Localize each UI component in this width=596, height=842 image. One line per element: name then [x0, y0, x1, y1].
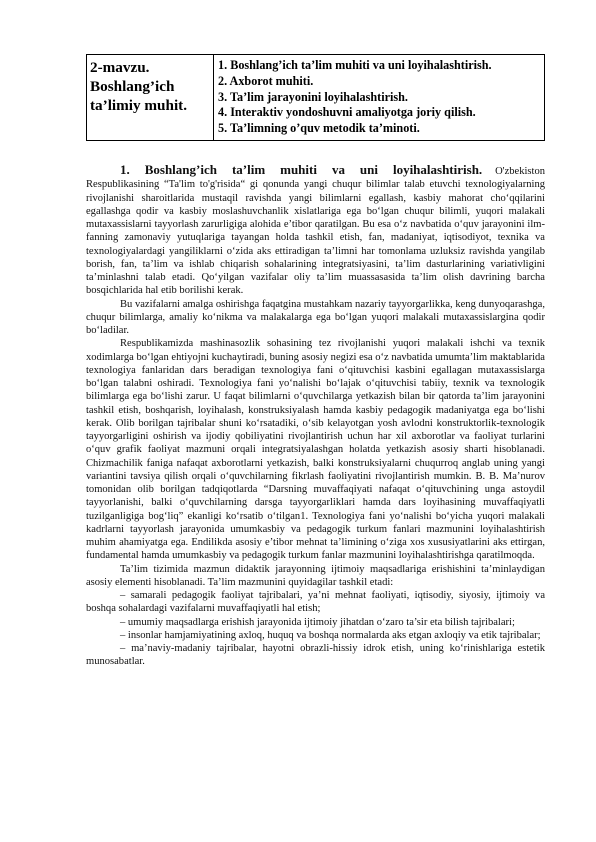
topic-number: 2-mavzu. [90, 59, 150, 76]
topic-table [86, 54, 545, 141]
plan-item-2: 2. Axborot muhiti. [218, 73, 314, 88]
paragraph: Ta’lim tizimida mazmun didaktik jarayonning ijtimoiy maqsadlariga erishishini ta’minlaydigan asosiy elementi hisoblanadi. Ta’lim mazmunini quyidagilar tashkil etadi: [86, 563, 545, 588]
topic-title-line-1: Boshlang’ich [90, 78, 175, 95]
plan-item-3: 3. Ta’lim jarayonini loyihalashtirish. [218, 89, 408, 104]
list-item: – insonlar hamjamiyatining axloq, huquq va boshqa normalarda aks etgan axloqiy va etik tajribalar; [120, 629, 541, 641]
topic-title-cell [87, 55, 214, 141]
document-body [86, 163, 545, 669]
list-item: – samarali pedagogik faoliyat tajribalari, ya’ni mehnat faoliyati, iqtisodiy, siyosiy, ijtimoiy va boshqa sohalardagi vazifalarni muvaffaqiyatli hal etish; [86, 590, 545, 615]
topic-title-line-2: ta’limiy muhit. [90, 97, 188, 114]
plan-item-5: 5. Ta’limning o’quv metodik ta’minoti. [218, 121, 420, 136]
paragraph: Respublikamizda mashinasozlik sohasining tez rivojlanishi yuqori malakali ishchi va texnik xodimlarga bo‘lgan ehtiyojni kuchaytiradi, buning asosiy negizi esa o‘z navbatida umumta’lim maktablarida texnologiya fanlaridan dars beradigan texnologiya fani o‘qituvchisi kasbini egallagan mutaxassislarga bo‘lgan talabni oshiradi. Texnologiya fani yo‘nalishi bo‘lajak o‘qituvchisi tabiiy, texnik va texnologik bilimlarga ega bo‘lishi zarur. U faqat bilimlarni o‘quvchilarga yetkazish bilan bir qatorda ta’lim jarayonini tashkil etish, boshqarish, loyihalash, konstruksiyalash hamda kasbiy pedagogik madaniyatga ega bo‘lishi kerak. Olib borilgan tajribalar shuni ko‘rsatadiki, o‘sib kelayotgan yosh avlodni konstruktorlik-texnologik tayyorgarligini oshirish va ijodiy qobiliyatini rivojlantirish uchun har xil axborotlar va faoliyat turlarini o‘quv grafik faoliyat mazmuni orqali integratsiyalashgan holatda yetkazish asosiy sharti hisoblanadi. Chizmachilik faniga nafaqat axborotlarni yetkazish, balki konstruksiyalarni chuqurroq anglab uning yangi variantini tavsiya qilish orqali o‘quvchilarning fikrlash faoliyatini rivojlantirish mumkin. B. B. Ma’nurov tomonidan olib borilgan tadqiqotlarda “Darsning muvaffaqiyati nafaqat o‘qituvchining unga astoydil tayyorlanishi, balki o‘quvchilarning darsga tayyorgarliklari hamda dars loyihasining muvaffaqiyatli tuzilganligiga bog‘liq” ekanligi ko‘rsatib o‘tilgan1. Texnologiya fani yo‘nalishi bo‘yicha yuqori malakali kadrlarni tayyorlash jarayonida umumkasbiy va pedagogik turkum fanlari mazmunini loyihalashtirish muhim ahamiyatga ega. Endilikda asosiy e’tibor mehnat ta’limining o‘ziga xos xususiyatlarini aks ettirgan, fundamental hamda umumkasbiy va pedagogik turkum fanlar mazmunini loyihalashtirishga qaratilmoqda. [86, 338, 545, 562]
list-item: – umumiy maqsadlarga erishish jarayonida ijtimoiy jihatdan o‘zaro ta’sir eta bilish tajribalari; [120, 616, 515, 628]
paragraph-intro-text: O'zbekiston Respublikasining “Ta'lim to'g'risida“ gi qonunda yangi chuqur bilimlar talab etuvchi texnologiyalarning rivojlanishi sharoitlarida mustaqil ravishda yangi bilimlarni egallash, kasbiy mahorat cho‘qqilarini egallashga qodir va kasbiy moslashuvchanlik xislatlariga ega bo‘lgan chuqur bilimli, yuqori malakali mutaxassislarni tayyorlash zarurligiga alohida e’tibor qaratilgan. Bu esa o‘z navbatida o‘quv jarayonini ilm-fanning zamonaviy yutuqlariga tayangan holda tashkil etish, fan, madaniyat, iqtisodiyot, texnika va texnologiyalardagi yangiliklarni o‘zida aks ettiradigan ta’limni har tomonlama uzluksiz ravishda yangilab borish, fan, ta’lim va ishlab chiqarish sohalarining integratsiyasini, ta’lim dasturlarining variativligini ta’minlashni talab etadi. Qo‘yilgan vazifalar oliy ta’lim muassasasida ta’lim olish davrining barcha bosqichlarida hal etib borilishi kerak. [86, 166, 546, 297]
plan-item-1: 1. Boshlang’ich ta’lim muhiti va uni loyihalashtirish. [218, 58, 492, 72]
paragraph-intro [86, 163, 545, 298]
topic-plan-cell [214, 55, 545, 141]
list-item: – ma’naviy-madaniy tajribalar, hayotni obrazli-hissiy idrok etish, uning ko‘rinishlariga estetik munosabatlar. [86, 643, 545, 668]
paragraph: Bu vazifalarni amalga oshirishga faqatgina mustahkam nazariy tayyorgarlikka, keng dunyoqarashga, chuqur bilimlarga, amaliy ko‘nikma va malakalarga ega bo‘lgan yuqori malakali mutaxassislargina qodir bo‘ladilar. [86, 298, 545, 336]
plan-item-4: 4. Interaktiv yondoshuvni amaliyotga joriy qilish. [218, 105, 476, 120]
section-heading: 1. Boshlang’ich ta’lim muhiti va uni loyihalashtirish. [120, 162, 483, 177]
